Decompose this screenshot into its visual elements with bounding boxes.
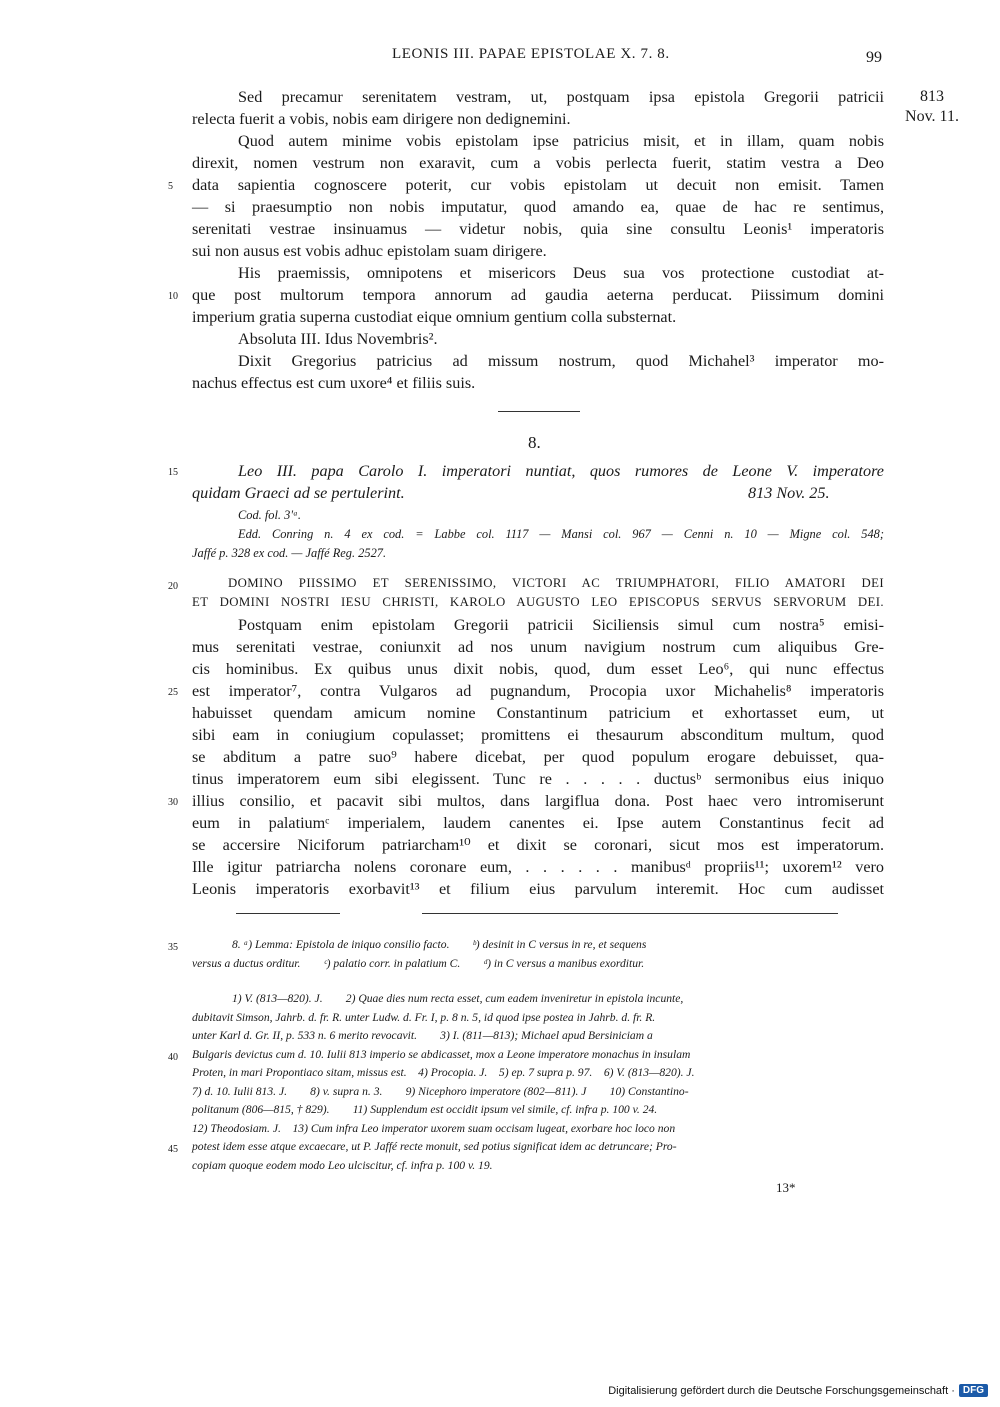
text-line: se accersire Niciforum patriarcham¹⁰ et dixit se coronari, sicut mos est imperatorum.: [192, 836, 884, 854]
text-line: Leonis imperatoris exorbavit¹³ et filium eius parvulum interemit. Hoc cum audisset: [192, 880, 884, 898]
apparatus-divider: [236, 913, 340, 914]
line-number: 40: [168, 1052, 178, 1063]
margin-date: Nov. 11.: [905, 108, 959, 125]
footnote-line: copiam quoque eodem modo Leo ulciscitur, cf. infra p. 100 v. 19.: [192, 1159, 493, 1172]
running-title: LEONIS III. PAPAE EPISTOLAE X. 7. 8.: [392, 46, 670, 62]
line-number: 15: [168, 467, 178, 478]
text-line: imperium gratia superna custodiat eique omnium gentium colla substernat.: [192, 308, 677, 326]
dfg-logo: DFG: [959, 1384, 988, 1397]
editions-reference: Jaffé p. 328 ex cod. — Jaffé Reg. 2527.: [192, 546, 387, 560]
address-line: DOMINO PIISSIMO ET SERENISSIMO, VICTORI AC TRIUMPHATORI, FILIO AMATORI DEI: [228, 576, 884, 590]
text-line: direxit, nomen vestrum non exaravit, cum a vobis perlecta fuerit, statim vestra a Deo: [192, 154, 884, 172]
text-line: est imperator⁷, contra Vulgaros ad pugnandum, Procopia uxor Michahelis⁸ imperatoris: [192, 682, 884, 700]
line-number: 20: [168, 581, 178, 592]
text-line: relecta fuerit a vobis, nobis eam dirigere non dedignemini.: [192, 110, 571, 128]
line-number: 45: [168, 1144, 178, 1155]
line-number: 30: [168, 797, 178, 808]
text-line: illius consilio, et pacavit sibi multos, dans largiflua dona. Post haec vero intromiserunt: [192, 792, 884, 810]
text-line: sui non ausus est vobis adhuc epistolam suam dirigere.: [192, 242, 547, 260]
footnote-divider: [422, 913, 838, 914]
apparatus-line: versus a ductus orditur. ᶜ) palatio corr. in palatium C. ᵈ) in C versus a manibus exorditur.: [192, 957, 645, 970]
footnote-line: potest idem esse atque excaecare, ut P. Jaffé recte monuit, sed potius significat idem ac detruncare; Pro-: [192, 1140, 677, 1153]
text-line: nachus effectus est cum uxore⁴ et filiis suis.: [192, 374, 476, 392]
text-line: eum in palatiumᶜ imperialem, laudem canentes ei. Ipse autem Constantinus fecit ad: [192, 814, 884, 832]
text-line: Absoluta III. Idus Novembris².: [238, 330, 438, 348]
text-line: se abditum a patre suo⁹ habere dicebat, per quod populum erogare debuisset, qua-: [192, 748, 884, 766]
text-line: habuisset quendam amicum nomine Constantinum patricium et exhortasset eum, ut: [192, 704, 884, 722]
letter-number: 8.: [528, 433, 541, 452]
text-line: Sed precamur serenitatem vestram, ut, postquam ipsa epistola Gregorii patricii: [238, 88, 884, 106]
credit-text: Digitalisierung gefördert durch die Deutsche Forschungsgemeinschaft ·: [608, 1384, 955, 1397]
text-line: cis hominibus. Ex quibus unus dixit nobis, quod, dum esset Leo⁶, qui nunc effectus: [192, 660, 884, 678]
text-line: mus serenitati vestrae, coniunxit ad nos unum navigium nostrum cum aliquibus Gre-: [192, 638, 884, 656]
footnote-line: dubitavit Simson, Jahrb. d. fr. R. unter Ludw. d. Fr. I, p. 8 n. 5, id quod ipse postea in Jahrb. d. fr. R.: [192, 1011, 656, 1024]
text-line: Ille igitur patriarcha nolens coronare eum, . . . . . . manibusᵈ propriis¹¹; uxorem¹² vero: [192, 858, 884, 876]
text-line: Quod autem minime vobis epistolam ipse patricius misit, et in illam, quam nobis: [238, 132, 884, 150]
footnote-line: Bulgaris devictus cum d. 10. Iulii 813 imperio se abdicasset, mox a Leone imperatore monachus in insulam: [192, 1048, 691, 1061]
text-line: serenitati vestrae insinuamus — videtur nobis, quia sine consultu Leonis¹ imperatoris: [192, 220, 884, 238]
footnote-line: 1) V. (813—820). J. 2) Quae dies num recta esset, cum eadem inveniretur in epistola incunte,: [232, 992, 684, 1005]
text-line: tinus imperatorem eum sibi elegissent. Tunc re . . . . . ductusᵇ sermonibus eius iniquo: [192, 770, 884, 788]
page-number: 99: [866, 49, 882, 66]
signature-mark: 13*: [776, 1180, 796, 1195]
footnote-line: Proten, in mari Propontiaco sitam, missus est. 4) Procopia. J. 5) ep. 7 supra p. 97. 6) V. (813—820). J.: [192, 1066, 695, 1079]
editions-reference: Edd. Conring n. 4 ex cod. = Labbe col. 1117 — Mansi col. 967 — Cenni n. 10 — Migne col. 548;: [238, 527, 884, 541]
text-line: data sapientia cognoscere poterit, cur vobis epistolam ut decuit non emisit. Tamen: [192, 176, 884, 194]
text-line: — si praesumptio non nobis imputatur, quod amando ea, quae de hac re sentimus,: [192, 198, 884, 216]
text-line: Postquam enim epistolam Gregorii patricii Siciliensis simul cum nostra⁵ emisi-: [238, 616, 884, 634]
footnote-line: 12) Theodosiam. J. 13) Cum infra Leo imperator uxorem suam occisam lugeat, exorbare hoc loco non: [192, 1122, 676, 1135]
text-line: His praemissis, omnipotens et misericors Deus sua vos protectione custodiat at-: [238, 264, 884, 282]
line-number: 25: [168, 687, 178, 698]
codex-reference: Cod. fol. 3'ᵃ.: [238, 508, 302, 522]
section-divider: [498, 411, 580, 412]
address-line: ET DOMINI NOSTRI IESU CHRISTI, KAROLO AUGUSTO LEO EPISCOPUS SERVUS SERVORUM DEI.: [192, 595, 884, 609]
text-line: que post multorum tempora annorum ad gaudia aeterna perducat. Piissimum domini: [192, 286, 884, 304]
line-number: 5: [168, 181, 173, 192]
margin-year: 813: [920, 88, 944, 105]
letter-summary: Leo III. papa Carolo I. imperatori nuntiat, quos rumores de Leone V. imperatore: [238, 462, 884, 480]
digitization-credit: [608, 1384, 988, 1397]
text-line: Dixit Gregorius patricius ad missum nostrum, quod Michahel³ imperator mo-: [238, 352, 884, 370]
letter-date: 813 Nov. 25.: [748, 484, 830, 502]
footnote-line: politanum (806—815, † 829). 11) Supplendum est occidit ipsum vel simile, cf. infra p. 100 v. 24.: [192, 1103, 658, 1116]
apparatus-line: 8. ᵃ) Lemma: Epistola de iniquo consilio facto. ᵇ) desinit in C versus in re, et sequens: [232, 938, 647, 951]
letter-summary: quidam Graeci ad se pertulerint.: [192, 484, 405, 502]
footnote-line: unter Karl d. Gr. II, p. 533 n. 6 merito revocavit. 3) I. (811—813); Michael apud Bersiniciam a: [192, 1029, 653, 1042]
footnote-line: 7) d. 10. Iulii 813. J. 8) v. supra n. 3. 9) Nicephoro imperatore (802—811). J 10) Constantino-: [192, 1085, 689, 1098]
line-number: 35: [168, 942, 178, 953]
line-number: 10: [168, 291, 178, 302]
text-line: sibi eam in coniugium copulasset; promittens ei thesaurum absconditum multum, quod: [192, 726, 884, 744]
